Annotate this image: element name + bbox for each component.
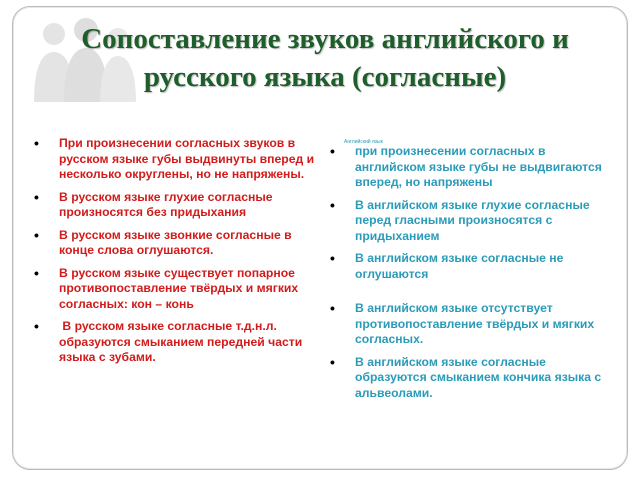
- bullet-icon: •: [34, 226, 39, 243]
- bullet-icon: •: [34, 264, 39, 281]
- list-item: [330, 251, 612, 282]
- russian-consonants-list: [34, 136, 324, 373]
- bullet-icon: •: [330, 143, 335, 159]
- bullet-icon: •: [330, 250, 335, 266]
- list-item: [330, 144, 612, 191]
- bullet-icon: •: [330, 196, 335, 213]
- english-consonants-list: [330, 136, 612, 408]
- list-item: [34, 136, 324, 183]
- list-item: [330, 301, 612, 348]
- list-item-text: В английском языке согласные не оглушаются: [355, 251, 564, 281]
- bullet-icon: •: [330, 300, 335, 316]
- list-item-text: В английском языке согласные образуются смыканием кончика языка с альвеолами.: [355, 354, 602, 400]
- list-item-text: В русском языке согласные т.д.н.л. образуются смыканием передней части языка с зубами.: [59, 319, 306, 364]
- list-item-text: При произнесении согласных звуков в русском языке губы выдвинуты вперед и несколько округлены, но не напряжены.: [59, 136, 315, 181]
- list-item-text: В русском языке существует попарное противопоставление твёрдых и мягких согласных: кон – конь: [59, 265, 299, 311]
- list-item-text: В английском языке отсутствует противопоставление твёрдых и мягких согласных.: [355, 301, 595, 346]
- bullet-icon: •: [34, 135, 39, 151]
- list-item: [34, 266, 324, 313]
- bullet-icon: •: [34, 318, 39, 334]
- list-item: [34, 190, 324, 221]
- list-item-text: В русском языке звонкие согласные в конце слова оглушаются.: [59, 227, 292, 257]
- list-item-text: В русском языке глухие согласные произносятся без придыхания: [59, 189, 273, 219]
- list-item: [330, 198, 612, 245]
- list-item-text: при произнесении согласных в английском языке губы не выдвигаются вперед, но напряжены: [355, 144, 602, 189]
- bullet-icon: •: [34, 188, 39, 205]
- list-item-text: В английском языке глухие согласные перед гласными произносятся с придыханием: [355, 197, 590, 243]
- slide-title: Сопоставление звуков английского и русского языка (согласные): [81, 23, 569, 93]
- bullet-icon: •: [330, 353, 335, 370]
- right-column-note: Английский язык: [344, 139, 383, 145]
- list-item: [34, 319, 324, 366]
- list-item: [34, 228, 324, 259]
- list-item: [330, 355, 612, 402]
